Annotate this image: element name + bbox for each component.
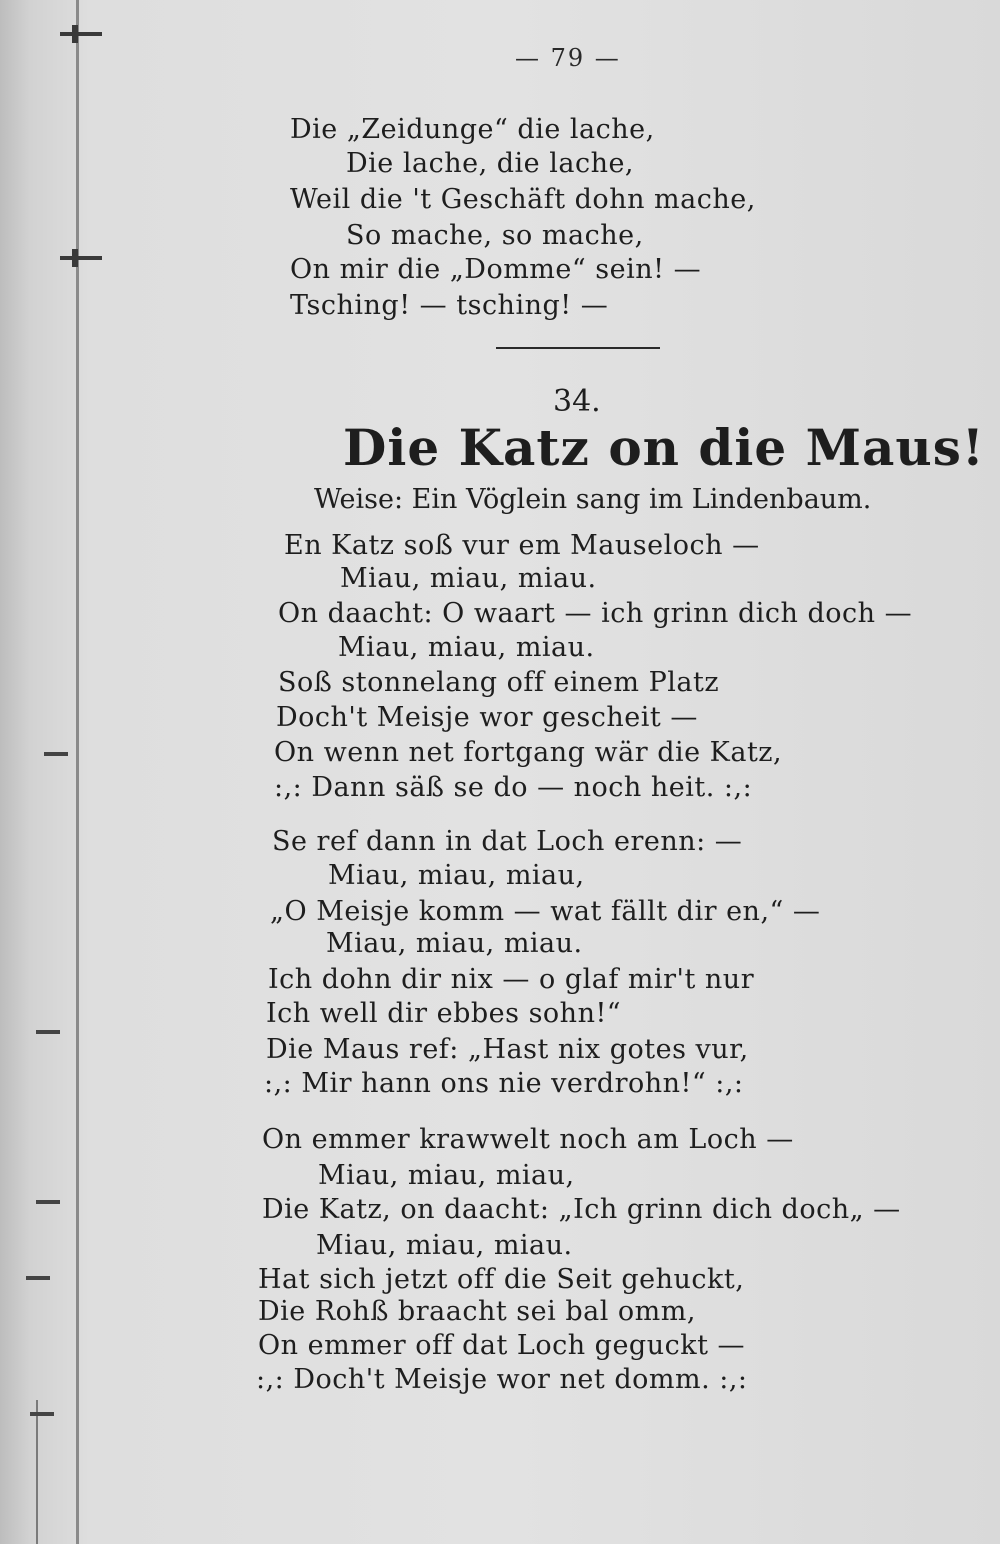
verse-line: En Katz soß vur em Mauseloch — — [284, 530, 760, 561]
verse-line: On wenn net fortgang wär die Katz, — [274, 737, 783, 768]
verse-line: So mache, so mache, — [346, 220, 644, 251]
song-title: Die Katz on die Maus! — [343, 418, 985, 477]
verse-line: Ich well dir ebbes sohn!“ — [266, 998, 622, 1029]
binding-stitch — [60, 256, 102, 260]
verse-line: Soß stonnelang off einem Platz — [278, 667, 720, 698]
section-divider — [496, 347, 660, 349]
verse-line: Miau, miau, miau. — [326, 928, 583, 959]
verse-line: :,: Dann säß se do — noch heit. :,: — [274, 772, 753, 803]
verse-line: Weil die 't Geschäft dohn mache, — [290, 184, 756, 215]
melody-note: Weise: Ein Vöglein sang im Lindenbaum. — [314, 484, 872, 515]
binding-stitch — [60, 32, 102, 36]
verse-line: On emmer off dat Loch geguckt — — [258, 1330, 746, 1361]
song-number: 34. — [553, 384, 601, 419]
verse-line: On daacht: O waart — ich grinn dich doch — — [278, 598, 913, 629]
verse-line: Die Rohß braacht sei bal omm, — [258, 1296, 696, 1327]
binding-stitch — [36, 1200, 60, 1204]
verse-line: Hat sich jetzt off die Seit gehuckt, — [258, 1264, 745, 1295]
verse-line: On mir die „Domme“ sein! — — [290, 254, 702, 285]
verse-line: Miau, miau, miau. — [316, 1230, 573, 1261]
verse-line: Miau, miau, miau, — [318, 1160, 575, 1191]
verse-line: Die „Zeidunge“ die lache, — [290, 114, 655, 145]
binding-stitch — [30, 1412, 54, 1416]
binding-stitch — [44, 752, 68, 756]
verse-line: Die lache, die lache, — [346, 148, 635, 179]
binding-gutter — [76, 0, 79, 1544]
binding-stitch — [36, 1030, 60, 1034]
verse-line: Miau, miau, miau, — [328, 860, 585, 891]
binding-edge — [36, 1400, 38, 1544]
binding-stitch — [26, 1276, 50, 1280]
verse-line: On emmer krawwelt noch am Loch — — [262, 1124, 794, 1155]
verse-line: Ich dohn dir nix — o glaf mir't nur — [268, 964, 755, 995]
verse-line: Miau, miau, miau. — [340, 563, 597, 594]
verse-line: „O Meisje komm — wat fällt dir en,“ — — [270, 896, 821, 927]
verse-line: Die Katz, on daacht: „Ich grinn dich doch„ — — [262, 1194, 901, 1225]
verse-line: Die Maus ref: „Hast nix gotes vur, — [266, 1034, 749, 1065]
page-number: — 79 — — [515, 44, 621, 72]
verse-line: Doch't Meisje wor gescheit — — [276, 702, 698, 733]
verse-line: :,: Doch't Meisje wor net domm. :,: — [256, 1364, 748, 1395]
verse-line: Tsching! — tsching! — — [290, 290, 609, 321]
verse-line: :,: Mir hann ons nie verdrohn!“ :,: — [264, 1068, 744, 1099]
verse-line: Se ref dann in dat Loch erenn: — — [272, 826, 743, 857]
verse-line: Miau, miau, miau. — [338, 632, 595, 663]
